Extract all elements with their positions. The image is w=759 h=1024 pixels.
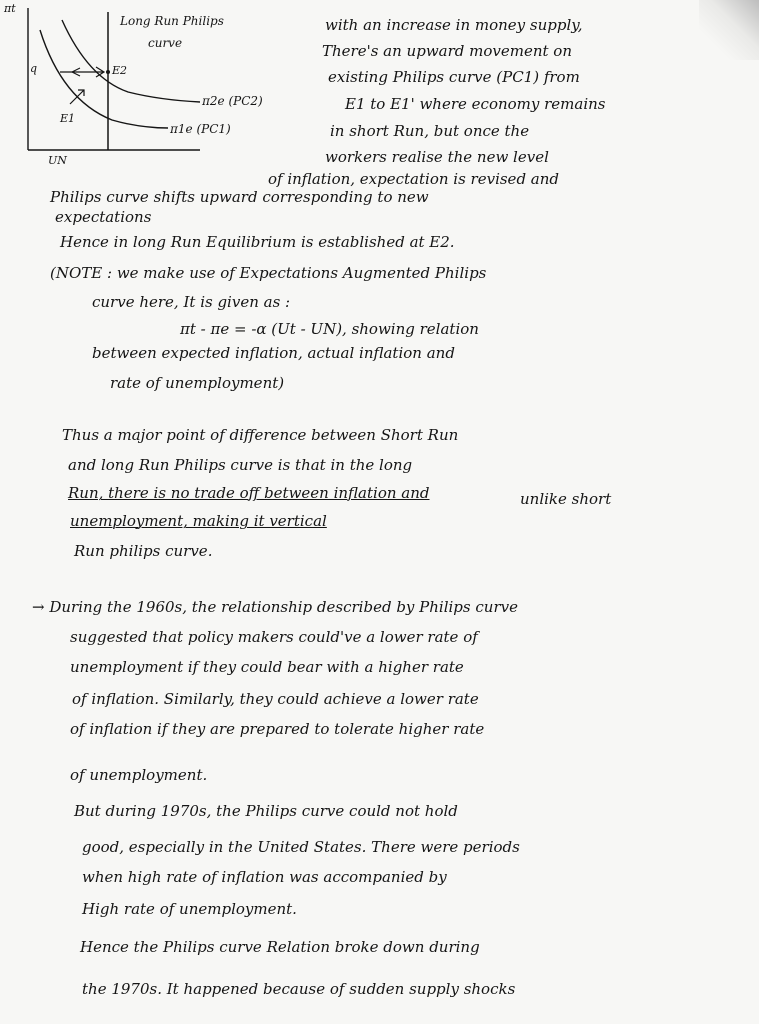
text-line: unlike short xyxy=(520,490,612,508)
text-line: curve here, It is given as : xyxy=(92,293,291,311)
long-run-curve-title-1: Long Run Philips xyxy=(120,14,224,28)
pc2-curve-label: π2e (PC2) xyxy=(202,94,263,108)
point-e2-dot xyxy=(106,70,110,74)
text-line: in short Run, but once the xyxy=(330,122,530,140)
text-line: of inflation. Similarly, they could achieve a lower rate xyxy=(72,690,479,708)
text-line: expectations xyxy=(55,208,152,226)
text-line: Run philips curve. xyxy=(74,542,213,560)
point-q-label: q xyxy=(30,62,38,75)
long-run-curve-title-2: curve xyxy=(148,36,183,50)
x-axis-label: UN xyxy=(48,154,67,167)
text-line: between expected inflation, actual inflation and xyxy=(92,344,455,362)
text-line: unemployment if they could bear with a higher rate xyxy=(70,658,464,676)
text-line: Philips curve shifts upward corresponding to new xyxy=(50,188,429,206)
point-e2-label: E2 xyxy=(112,64,128,77)
text-line: when high rate of inflation was accompanied by xyxy=(82,868,447,886)
text-line: → During the 1960s, the relationship described by Philips curve xyxy=(32,598,518,616)
text-line: and long Run Philips curve is that in the long xyxy=(68,456,413,474)
text-line: suggested that policy makers could've a lower rate of xyxy=(70,628,478,646)
text-line: the 1970s. It happened because of sudden supply shocks xyxy=(82,980,516,998)
arrow-to-e2 xyxy=(60,67,104,77)
y-axis-label: πt xyxy=(4,2,16,15)
text-line: rate of unemployment) xyxy=(110,374,285,392)
page-corner-shadow xyxy=(699,0,759,60)
text-line: Hence in long Run Equilibrium is established at E2. xyxy=(60,233,455,251)
text-line: good, especially in the United States. There were periods xyxy=(82,838,520,856)
text-line: There's an upward movement on xyxy=(322,42,572,60)
text-line: Hence the Philips curve Relation broke down during xyxy=(80,938,480,956)
text-line: πt - πe = -α (Ut - UN), showing relation xyxy=(180,320,479,338)
text-line: unemployment, making it vertical xyxy=(70,512,327,530)
text-line: Run, there is no trade off between inflation and xyxy=(68,484,430,502)
text-line: of inflation if they are prepared to tolerate higher rate xyxy=(70,720,485,738)
text-line: existing Philips curve (PC1) from xyxy=(328,68,580,86)
text-line: (NOTE : we make use of Expectations Augmented Philips xyxy=(50,264,487,282)
text-line: workers realise the new level xyxy=(325,148,549,166)
text-line: of inflation, expectation is revised and xyxy=(268,170,560,188)
text-line: Thus a major point of difference between Short Run xyxy=(62,426,459,444)
pc1-curve-label: π1e (PC1) xyxy=(170,122,231,136)
text-line: with an increase in money supply, xyxy=(325,16,583,34)
text-line: But during 1970s, the Philips curve could not hold xyxy=(74,802,458,820)
text-line: E1 to E1' where economy remains xyxy=(345,95,606,113)
text-line: High rate of unemployment. xyxy=(82,900,297,918)
text-line: of unemployment. xyxy=(70,766,208,784)
point-e1-label: E1 xyxy=(60,112,76,125)
